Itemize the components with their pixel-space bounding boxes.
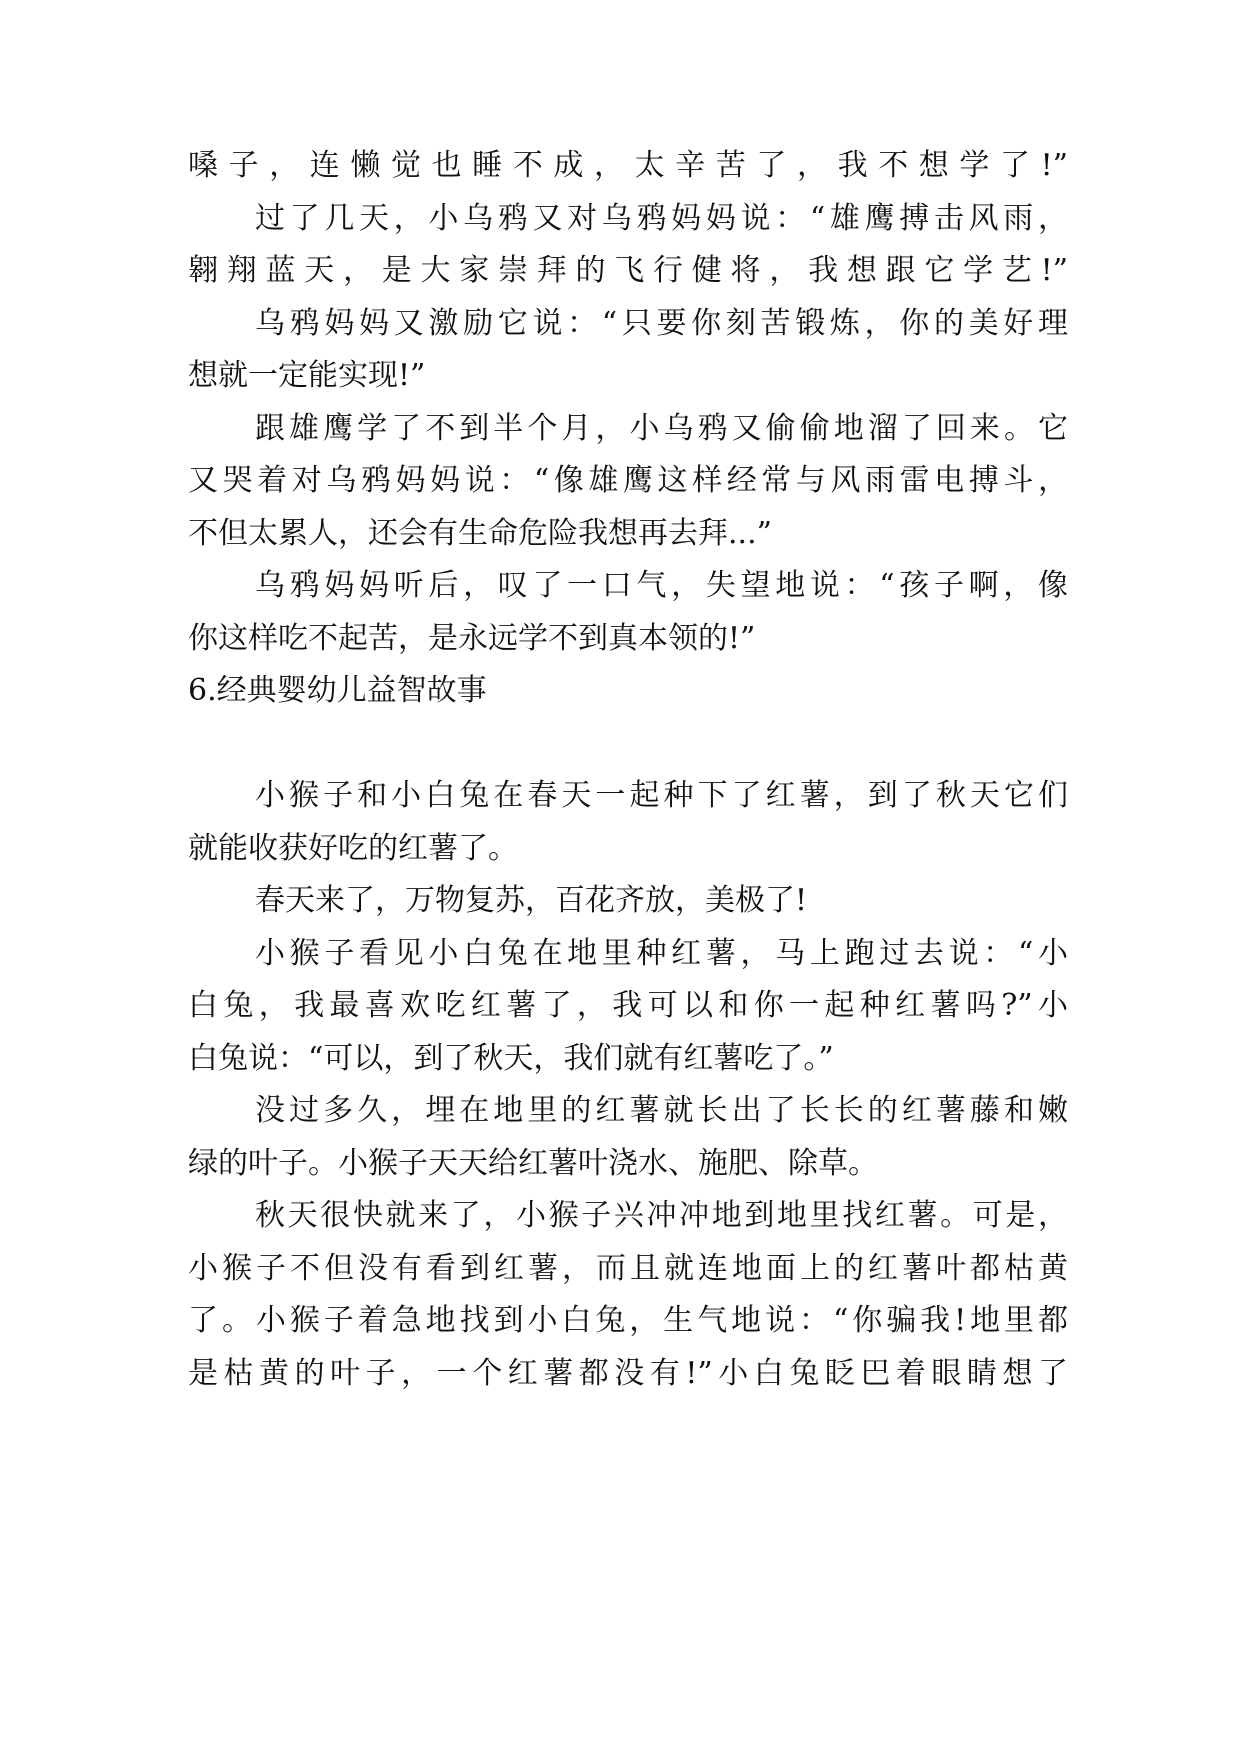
text-line: 是枯黄的叶子，一个红薯都没有!”小白兔眨巴着眼睛想了 [188, 1356, 1068, 1391]
text-line: 过了几天，小乌鸦又对乌鸦妈妈说：“雄鹰搏击风雨， [255, 201, 1068, 236]
text-line: 跟雄鹰学了不到半个月，小乌鸦又偷偷地溜了回来。它 [255, 411, 1068, 446]
text-line: 没过多久，埋在地里的红薯就长出了长长的红薯藤和嫩 [255, 1093, 1068, 1128]
text-line: 乌鸦妈妈听后，叹了一口气，失望地说：“孩子啊，像 [255, 568, 1068, 603]
section-heading: 6.经典婴幼儿益智故事 [188, 673, 487, 708]
text-line: 想就一定能实现!” [188, 358, 426, 393]
text-line: 小猴子不但没有看到红薯，而且就连地面上的红薯叶都枯黄 [188, 1251, 1068, 1286]
text-line: 就能收获好吃的红薯了。 [188, 831, 518, 866]
text-line: 绿的叶子。小猴子天天给红薯叶浇水、施肥、除草。 [188, 1146, 878, 1181]
text-line: 秋天很快就来了，小猴子兴冲冲地到地里找红薯。可是， [255, 1198, 1068, 1233]
text-line: 春天来了，万物复苏，百花齐放，美极了! [255, 883, 808, 918]
text-line: 乌鸦妈妈又激励它说：“只要你刻苦锻炼，你的美好理 [255, 306, 1068, 341]
text-line: 白兔，我最喜欢吃红薯了，我可以和你一起种红薯吗?”小 [188, 988, 1068, 1023]
text-line: 不但太累人，还会有生命危险我想再去拜...” [188, 516, 772, 551]
text-line: 嗓子，连懒觉也睡不成，太辛苦了，我不想学了!” [188, 148, 1068, 183]
text-line: 又哭着对乌鸦妈妈说：“像雄鹰这样经常与风雨雷电搏斗， [188, 463, 1068, 498]
text-line: 白兔说：“可以，到了秋天，我们就有红薯吃了。” [188, 1041, 834, 1076]
text-line: 你这样吃不起苦，是永远学不到真本领的!” [188, 621, 756, 656]
text-line: 了。小猴子着急地找到小白兔，生气地说：“你骗我!地里都 [188, 1303, 1068, 1338]
text-line: 小猴子看见小白兔在地里种红薯，马上跑过去说：“小 [255, 936, 1068, 971]
text-line: 翱翔蓝天，是大家崇拜的飞行健将，我想跟它学艺!” [188, 253, 1068, 288]
text-line: 小猴子和小白兔在春天一起种下了红薯，到了秋天它们 [255, 778, 1068, 813]
